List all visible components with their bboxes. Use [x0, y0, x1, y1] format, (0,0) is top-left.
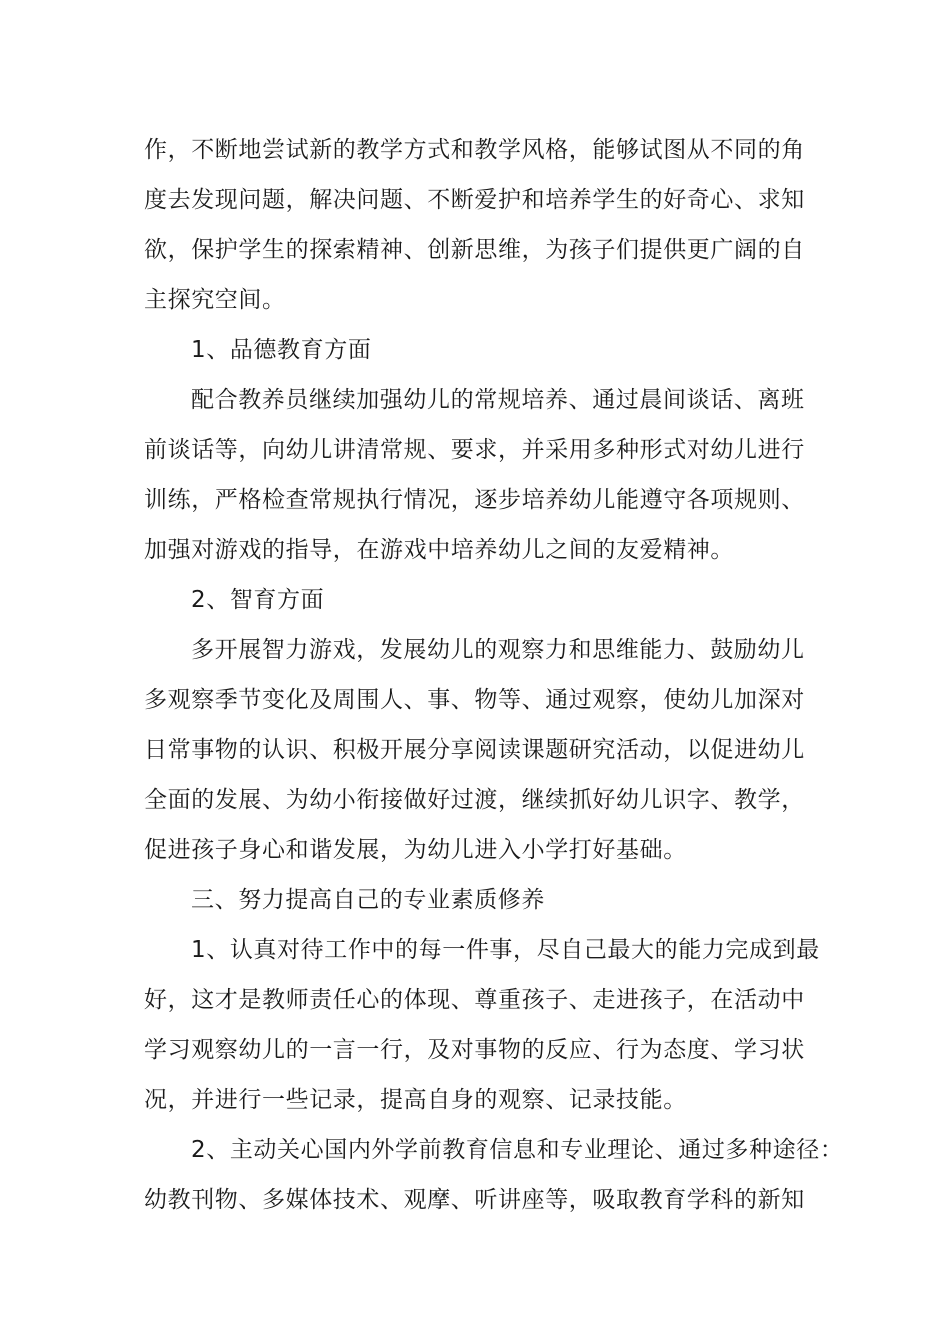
text-line: 配合教养员继续加强幼儿的常规培养、通过晨间谈话、离班	[191, 387, 805, 413]
text-line: 1、认真对待工作中的每一件事，尽自己最大的能力完成到最	[191, 937, 820, 963]
text-line: 前谈话等，向幼儿讲清常规、要求，并采用多种形式对幼儿进行	[144, 437, 805, 463]
text-line: 幼教刊物、多媒体技术、观摩、听讲座等，吸取教育学科的新知	[144, 1187, 805, 1213]
text-line: 学习观察幼儿的一言一行，及对事物的反应、行为态度、学习状	[144, 1037, 805, 1063]
text-line: 主探究空间。	[144, 287, 286, 313]
text-line: 全面的发展、为幼小衔接做好过渡，继续抓好幼儿识字、教学，	[144, 787, 805, 813]
text-line: 日常事物的认识、积极开展分享阅读课题研究活动，以促进幼儿	[144, 737, 805, 763]
text-line: 作，不断地尝试新的教学方式和教学风格，能够试图从不同的角	[144, 137, 805, 163]
text-line: 2、主动关心国内外学前教育信息和专业理论、通过多种途径：	[191, 1137, 844, 1163]
text-line: 促进孩子身心和谐发展，为幼儿进入小学打好基础。	[144, 837, 687, 863]
text-line: 多开展智力游戏，发展幼儿的观察力和思维能力、鼓励幼儿	[191, 637, 805, 663]
text-line: 度去发现问题，解决问题、不断爱护和培养学生的好奇心、求知	[144, 187, 805, 213]
document-body	[144, 125, 844, 1225]
section-heading: 1、品德教育方面	[191, 337, 372, 363]
text-line: 训练，严格检查常规执行情况，逐步培养幼儿能遵守各项规则、	[144, 487, 805, 513]
text-line: 欲，保护学生的探索精神、创新思维，为孩子们提供更广阔的自	[144, 237, 805, 263]
text-line: 加强对游戏的指导，在游戏中培养幼儿之间的友爱精神。	[144, 537, 734, 563]
section-heading: 2、智育方面	[191, 587, 325, 613]
section-heading: 三、努力提高自己的专业素质修养	[191, 887, 545, 913]
text-line: 况，并进行一些记录，提高自身的观察、记录技能。	[144, 1087, 687, 1113]
text-line: 好，这才是教师责任心的体现、尊重孩子、走进孩子，在活动中	[144, 987, 805, 1013]
text-line: 多观察季节变化及周围人、事、物等、通过观察，使幼儿加深对	[144, 687, 805, 713]
